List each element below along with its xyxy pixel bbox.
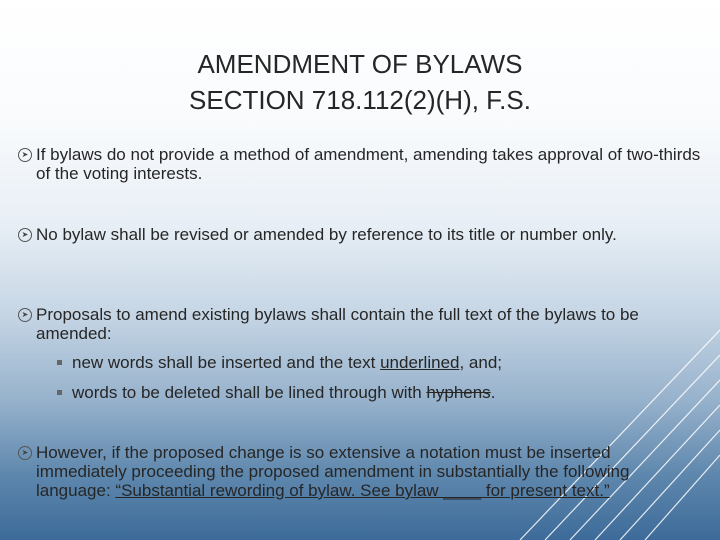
sub-text-after: . (490, 383, 496, 402)
underlined-word: underlined (380, 353, 460, 372)
title-line-1: AMENDMENT OF BYLAWS (197, 49, 523, 79)
circle-arrow-icon: ➤ (18, 308, 32, 322)
square-icon (57, 360, 62, 365)
sub-bullet-item (72, 383, 692, 402)
bullet-item (21, 443, 704, 500)
sub-text-before: words to be deleted shall be lined through with (72, 383, 427, 402)
circle-arrow-icon: ➤ (18, 228, 32, 242)
struck-word: hyphens (426, 383, 491, 402)
circle-arrow-icon: ➤ (18, 148, 32, 162)
circle-arrow-icon: ➤ (18, 446, 32, 460)
bullet-text: If bylaws do not provide a method of amendment, amending takes approval of two-thirds of the voting interests. (36, 145, 701, 183)
bullet-item (21, 145, 704, 183)
sub-text-before: new words shall be inserted and the text (72, 353, 381, 372)
bullet-text: However, if the proposed change is so extensive a notation must be inserted immediately proceeding the proposed amendment in substantially the following language: (36, 443, 630, 500)
bullet-text: Proposals to amend existing bylaws shall contain the full text of the bylaws to be amended: (36, 305, 639, 343)
square-icon (57, 390, 62, 395)
bullet-quote: “Substantial rewording of bylaw. See bylaw ____ for present text.” (115, 481, 610, 500)
bullet-text: No bylaw shall be revised or amended by reference to its title or number only. (36, 225, 617, 244)
bullet-item (21, 305, 704, 343)
sub-text-after: , and; (459, 353, 503, 372)
bullet-item (21, 225, 704, 244)
title-line-2: SECTION 718.112(2)(H), F.S. (189, 85, 531, 115)
slide-title (0, 46, 720, 118)
sub-bullet-item (72, 353, 692, 372)
